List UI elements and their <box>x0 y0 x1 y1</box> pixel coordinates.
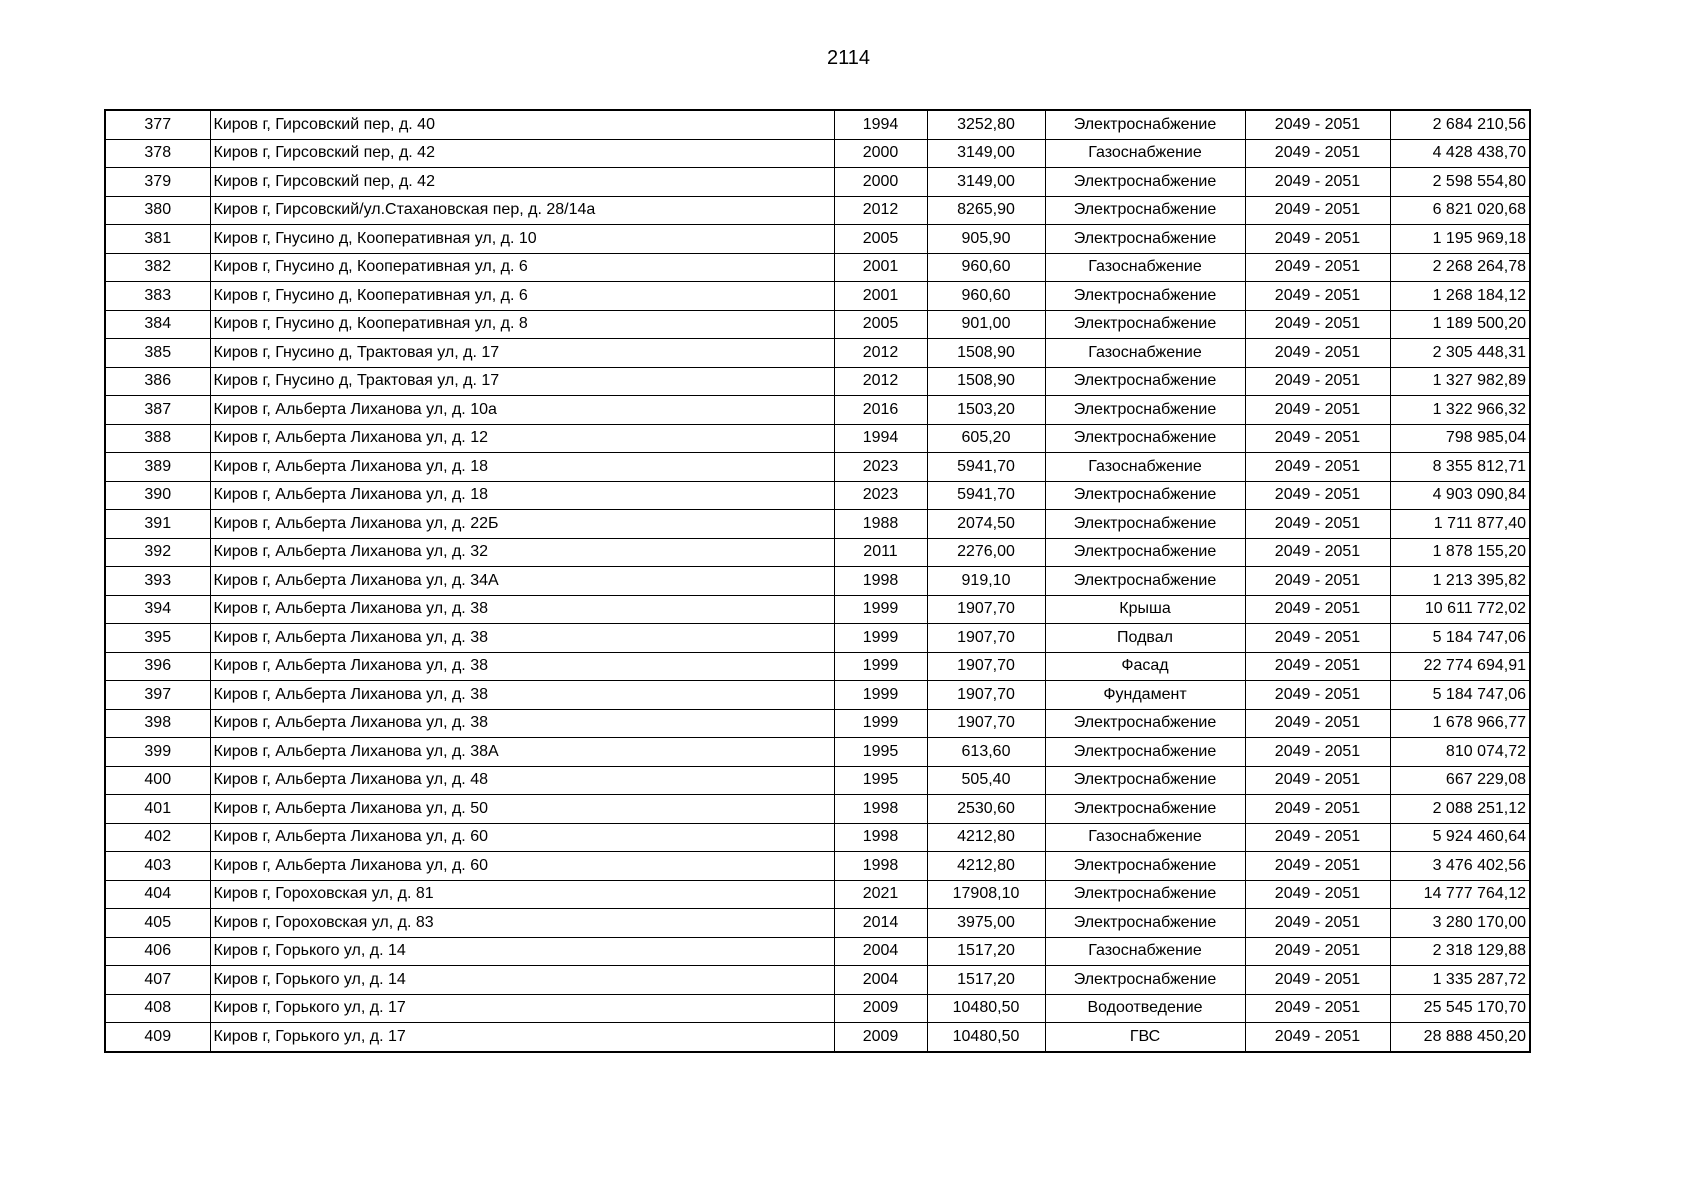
table-row <box>105 225 1530 254</box>
period-cell: 2049 - 2051 <box>1245 225 1390 254</box>
table-row <box>105 652 1530 681</box>
period-cell: 2049 - 2051 <box>1245 139 1390 168</box>
cost-cell: 2 088 251,12 <box>1390 795 1530 824</box>
row-number: 396 <box>105 652 210 681</box>
area-cell: 1907,70 <box>927 681 1045 710</box>
period-cell: 2049 - 2051 <box>1245 624 1390 653</box>
cost-cell: 8 355 812,71 <box>1390 453 1530 482</box>
row-number: 393 <box>105 567 210 596</box>
row-number: 391 <box>105 510 210 539</box>
row-number: 406 <box>105 937 210 966</box>
address-cell: Киров г, Горького ул, д. 17 <box>210 1023 834 1052</box>
period-cell: 2049 - 2051 <box>1245 168 1390 197</box>
cost-cell: 1 189 500,20 <box>1390 310 1530 339</box>
cost-cell: 5 924 460,64 <box>1390 823 1530 852</box>
table-row <box>105 168 1530 197</box>
build-year-cell: 1995 <box>834 738 927 767</box>
address-cell: Киров г, Альберта Лиханова ул, д. 60 <box>210 823 834 852</box>
period-cell: 2049 - 2051 <box>1245 453 1390 482</box>
period-cell: 2049 - 2051 <box>1245 595 1390 624</box>
build-year-cell: 2016 <box>834 396 927 425</box>
cost-cell: 14 777 764,12 <box>1390 880 1530 909</box>
address-cell: Киров г, Гирсовский пер, д. 42 <box>210 139 834 168</box>
address-cell: Киров г, Гирсовский пер, д. 40 <box>210 110 834 139</box>
build-year-cell: 2004 <box>834 966 927 995</box>
address-cell: Киров г, Гнусино д, Кооперативная ул, д. 10 <box>210 225 834 254</box>
address-cell: Киров г, Гнусино д, Кооперативная ул, д. 6 <box>210 282 834 311</box>
address-cell: Киров г, Альберта Лиханова ул, д. 38 <box>210 595 834 624</box>
build-year-cell: 2005 <box>834 310 927 339</box>
area-cell: 613,60 <box>927 738 1045 767</box>
table-row <box>105 510 1530 539</box>
build-year-cell: 1998 <box>834 823 927 852</box>
cost-cell: 25 545 170,70 <box>1390 994 1530 1023</box>
address-cell: Киров г, Альберта Лиханова ул, д. 10а <box>210 396 834 425</box>
period-cell: 2049 - 2051 <box>1245 367 1390 396</box>
work-type-cell: Электроснабжение <box>1045 567 1245 596</box>
work-type-cell: Электроснабжение <box>1045 738 1245 767</box>
row-number: 386 <box>105 367 210 396</box>
table-row <box>105 852 1530 881</box>
table-row <box>105 139 1530 168</box>
period-cell: 2049 - 2051 <box>1245 823 1390 852</box>
period-cell: 2049 - 2051 <box>1245 738 1390 767</box>
work-type-cell: Электроснабжение <box>1045 424 1245 453</box>
table-row <box>105 424 1530 453</box>
build-year-cell: 2012 <box>834 367 927 396</box>
address-cell: Киров г, Альберта Лиханова ул, д. 60 <box>210 852 834 881</box>
work-type-cell: Электроснабжение <box>1045 367 1245 396</box>
area-cell: 3149,00 <box>927 168 1045 197</box>
build-year-cell: 2001 <box>834 253 927 282</box>
address-cell: Киров г, Горького ул, д. 14 <box>210 937 834 966</box>
cost-cell: 22 774 694,91 <box>1390 652 1530 681</box>
row-number: 399 <box>105 738 210 767</box>
address-cell: Киров г, Альберта Лиханова ул, д. 32 <box>210 538 834 567</box>
build-year-cell: 2023 <box>834 481 927 510</box>
area-cell: 2074,50 <box>927 510 1045 539</box>
work-type-cell: Электроснабжение <box>1045 196 1245 225</box>
row-number: 378 <box>105 139 210 168</box>
address-cell: Киров г, Гнусино д, Трактовая ул, д. 17 <box>210 367 834 396</box>
build-year-cell: 2012 <box>834 196 927 225</box>
work-type-cell: Подвал <box>1045 624 1245 653</box>
build-year-cell: 2001 <box>834 282 927 311</box>
build-year-cell: 2005 <box>834 225 927 254</box>
build-year-cell: 2014 <box>834 909 927 938</box>
area-cell: 10480,50 <box>927 1023 1045 1052</box>
work-type-cell: Электроснабжение <box>1045 966 1245 995</box>
cost-cell: 1 335 287,72 <box>1390 966 1530 995</box>
page-number: 2114 <box>826 47 870 69</box>
build-year-cell: 1999 <box>834 624 927 653</box>
row-number: 379 <box>105 168 210 197</box>
build-year-cell: 1999 <box>834 709 927 738</box>
build-year-cell: 1995 <box>834 766 927 795</box>
row-number: 403 <box>105 852 210 881</box>
row-number: 387 <box>105 396 210 425</box>
area-cell: 8265,90 <box>927 196 1045 225</box>
cost-cell: 2 598 554,80 <box>1390 168 1530 197</box>
period-cell: 2049 - 2051 <box>1245 795 1390 824</box>
address-cell: Киров г, Гороховская ул, д. 81 <box>210 880 834 909</box>
table-row <box>105 1023 1530 1052</box>
cost-cell: 4 428 438,70 <box>1390 139 1530 168</box>
table-row <box>105 766 1530 795</box>
work-type-cell: Электроснабжение <box>1045 852 1245 881</box>
cost-cell: 798 985,04 <box>1390 424 1530 453</box>
period-cell: 2049 - 2051 <box>1245 966 1390 995</box>
work-type-cell: Фундамент <box>1045 681 1245 710</box>
cost-cell: 10 611 772,02 <box>1390 595 1530 624</box>
address-cell: Киров г, Альберта Лиханова ул, д. 48 <box>210 766 834 795</box>
address-cell: Киров г, Гнусино д, Трактовая ул, д. 17 <box>210 339 834 368</box>
row-number: 404 <box>105 880 210 909</box>
address-cell: Киров г, Горького ул, д. 17 <box>210 994 834 1023</box>
build-year-cell: 2000 <box>834 139 927 168</box>
table-body <box>105 110 1530 1052</box>
work-type-cell: ГВС <box>1045 1023 1245 1052</box>
table-row <box>105 538 1530 567</box>
cost-cell: 1 878 155,20 <box>1390 538 1530 567</box>
row-number: 395 <box>105 624 210 653</box>
work-type-cell: Крыша <box>1045 595 1245 624</box>
cost-cell: 1 213 395,82 <box>1390 567 1530 596</box>
period-cell: 2049 - 2051 <box>1245 310 1390 339</box>
address-cell: Киров г, Альберта Лиханова ул, д. 22Б <box>210 510 834 539</box>
address-cell: Киров г, Альберта Лиханова ул, д. 38 <box>210 652 834 681</box>
work-type-cell: Электроснабжение <box>1045 909 1245 938</box>
area-cell: 1508,90 <box>927 367 1045 396</box>
cost-cell: 5 184 747,06 <box>1390 624 1530 653</box>
period-cell: 2049 - 2051 <box>1245 709 1390 738</box>
build-year-cell: 1998 <box>834 567 927 596</box>
build-year-cell: 1999 <box>834 652 927 681</box>
row-number: 394 <box>105 595 210 624</box>
row-number: 401 <box>105 795 210 824</box>
table-row <box>105 994 1530 1023</box>
address-cell: Киров г, Альберта Лиханова ул, д. 12 <box>210 424 834 453</box>
work-type-cell: Фасад <box>1045 652 1245 681</box>
area-cell: 3149,00 <box>927 139 1045 168</box>
table-row <box>105 823 1530 852</box>
address-cell: Киров г, Альберта Лиханова ул, д. 18 <box>210 481 834 510</box>
period-cell: 2049 - 2051 <box>1245 937 1390 966</box>
row-number: 389 <box>105 453 210 482</box>
row-number: 409 <box>105 1023 210 1052</box>
address-cell: Киров г, Гороховская ул, д. 83 <box>210 909 834 938</box>
row-number: 408 <box>105 994 210 1023</box>
table-row <box>105 624 1530 653</box>
area-cell: 1907,70 <box>927 595 1045 624</box>
row-number: 383 <box>105 282 210 311</box>
period-cell: 2049 - 2051 <box>1245 880 1390 909</box>
area-cell: 2276,00 <box>927 538 1045 567</box>
area-cell: 919,10 <box>927 567 1045 596</box>
build-year-cell: 1998 <box>834 852 927 881</box>
cost-cell: 2 318 129,88 <box>1390 937 1530 966</box>
build-year-cell: 1998 <box>834 795 927 824</box>
address-cell: Киров г, Альберта Лиханова ул, д. 50 <box>210 795 834 824</box>
row-number: 400 <box>105 766 210 795</box>
area-cell: 1907,70 <box>927 709 1045 738</box>
area-cell: 1907,70 <box>927 624 1045 653</box>
table-row <box>105 481 1530 510</box>
period-cell: 2049 - 2051 <box>1245 396 1390 425</box>
area-cell: 960,60 <box>927 253 1045 282</box>
address-cell: Киров г, Альберта Лиханова ул, д. 18 <box>210 453 834 482</box>
row-number: 381 <box>105 225 210 254</box>
row-number: 382 <box>105 253 210 282</box>
period-cell: 2049 - 2051 <box>1245 652 1390 681</box>
period-cell: 2049 - 2051 <box>1245 510 1390 539</box>
work-type-cell: Электроснабжение <box>1045 110 1245 139</box>
build-year-cell: 1994 <box>834 424 927 453</box>
cost-cell: 1 327 982,89 <box>1390 367 1530 396</box>
table-row <box>105 339 1530 368</box>
build-year-cell: 2021 <box>834 880 927 909</box>
period-cell: 2049 - 2051 <box>1245 538 1390 567</box>
table-row <box>105 909 1530 938</box>
table-row <box>105 453 1530 482</box>
address-cell: Киров г, Гнусино д, Кооперативная ул, д. 6 <box>210 253 834 282</box>
cost-cell: 6 821 020,68 <box>1390 196 1530 225</box>
work-type-cell: Электроснабжение <box>1045 168 1245 197</box>
work-type-cell: Электроснабжение <box>1045 396 1245 425</box>
address-cell: Киров г, Горького ул, д. 14 <box>210 966 834 995</box>
build-year-cell: 2004 <box>834 937 927 966</box>
area-cell: 960,60 <box>927 282 1045 311</box>
row-number: 397 <box>105 681 210 710</box>
table-row <box>105 367 1530 396</box>
table-row <box>105 396 1530 425</box>
work-type-cell: Газоснабжение <box>1045 253 1245 282</box>
table-row <box>105 595 1530 624</box>
area-cell: 1508,90 <box>927 339 1045 368</box>
period-cell: 2049 - 2051 <box>1245 110 1390 139</box>
work-type-cell: Электроснабжение <box>1045 282 1245 311</box>
area-cell: 1517,20 <box>927 937 1045 966</box>
work-type-cell: Газоснабжение <box>1045 823 1245 852</box>
row-number: 398 <box>105 709 210 738</box>
table-row <box>105 253 1530 282</box>
table-row <box>105 795 1530 824</box>
row-number: 405 <box>105 909 210 938</box>
build-year-cell: 2011 <box>834 538 927 567</box>
table-row <box>105 937 1530 966</box>
row-number: 392 <box>105 538 210 567</box>
build-year-cell: 2009 <box>834 994 927 1023</box>
work-type-cell: Электроснабжение <box>1045 880 1245 909</box>
build-year-cell: 1988 <box>834 510 927 539</box>
address-cell: Киров г, Альберта Лиханова ул, д. 38 <box>210 709 834 738</box>
period-cell: 2049 - 2051 <box>1245 196 1390 225</box>
address-cell: Киров г, Альберта Лиханова ул, д. 38А <box>210 738 834 767</box>
area-cell: 5941,70 <box>927 481 1045 510</box>
table-row <box>105 310 1530 339</box>
work-type-cell: Электроснабжение <box>1045 795 1245 824</box>
build-year-cell: 2009 <box>834 1023 927 1052</box>
area-cell: 4212,80 <box>927 823 1045 852</box>
area-cell: 901,00 <box>927 310 1045 339</box>
row-number: 385 <box>105 339 210 368</box>
table-row <box>105 282 1530 311</box>
table-row <box>105 567 1530 596</box>
period-cell: 2049 - 2051 <box>1245 766 1390 795</box>
work-type-cell: Электроснабжение <box>1045 510 1245 539</box>
row-number: 388 <box>105 424 210 453</box>
period-cell: 2049 - 2051 <box>1245 994 1390 1023</box>
row-number: 380 <box>105 196 210 225</box>
area-cell: 5941,70 <box>927 453 1045 482</box>
cost-cell: 3 280 170,00 <box>1390 909 1530 938</box>
cost-cell: 2 684 210,56 <box>1390 110 1530 139</box>
cost-cell: 810 074,72 <box>1390 738 1530 767</box>
period-cell: 2049 - 2051 <box>1245 567 1390 596</box>
address-cell: Киров г, Альберта Лиханова ул, д. 38 <box>210 681 834 710</box>
area-cell: 505,40 <box>927 766 1045 795</box>
work-type-cell: Электроснабжение <box>1045 709 1245 738</box>
build-year-cell: 1999 <box>834 595 927 624</box>
cost-cell: 3 476 402,56 <box>1390 852 1530 881</box>
repair-schedule-table <box>104 109 1531 1053</box>
area-cell: 2530,60 <box>927 795 1045 824</box>
cost-cell: 1 711 877,40 <box>1390 510 1530 539</box>
table-row <box>105 110 1530 139</box>
work-type-cell: Газоснабжение <box>1045 937 1245 966</box>
work-type-cell: Газоснабжение <box>1045 139 1245 168</box>
area-cell: 1517,20 <box>927 966 1045 995</box>
cost-cell: 1 195 969,18 <box>1390 225 1530 254</box>
address-cell: Киров г, Гирсовский пер, д. 42 <box>210 168 834 197</box>
period-cell: 2049 - 2051 <box>1245 253 1390 282</box>
cost-cell: 1 322 966,32 <box>1390 396 1530 425</box>
work-type-cell: Электроснабжение <box>1045 538 1245 567</box>
period-cell: 2049 - 2051 <box>1245 481 1390 510</box>
table-row <box>105 196 1530 225</box>
address-cell: Киров г, Альберта Лиханова ул, д. 34А <box>210 567 834 596</box>
table-row <box>105 738 1530 767</box>
row-number: 377 <box>105 110 210 139</box>
build-year-cell: 2000 <box>834 168 927 197</box>
cost-cell: 2 268 264,78 <box>1390 253 1530 282</box>
work-type-cell: Газоснабжение <box>1045 453 1245 482</box>
area-cell: 17908,10 <box>927 880 1045 909</box>
address-cell: Киров г, Гнусино д, Кооперативная ул, д. 8 <box>210 310 834 339</box>
work-type-cell: Водоотведение <box>1045 994 1245 1023</box>
work-type-cell: Газоснабжение <box>1045 339 1245 368</box>
area-cell: 3252,80 <box>927 110 1045 139</box>
period-cell: 2049 - 2051 <box>1245 852 1390 881</box>
work-type-cell: Электроснабжение <box>1045 310 1245 339</box>
area-cell: 10480,50 <box>927 994 1045 1023</box>
area-cell: 1907,70 <box>927 652 1045 681</box>
work-type-cell: Электроснабжение <box>1045 481 1245 510</box>
area-cell: 905,90 <box>927 225 1045 254</box>
cost-cell: 28 888 450,20 <box>1390 1023 1530 1052</box>
area-cell: 1503,20 <box>927 396 1045 425</box>
cost-cell: 4 903 090,84 <box>1390 481 1530 510</box>
period-cell: 2049 - 2051 <box>1245 282 1390 311</box>
cost-cell: 1 678 966,77 <box>1390 709 1530 738</box>
cost-cell: 667 229,08 <box>1390 766 1530 795</box>
cost-cell: 2 305 448,31 <box>1390 339 1530 368</box>
build-year-cell: 2023 <box>834 453 927 482</box>
table-row <box>105 709 1530 738</box>
period-cell: 2049 - 2051 <box>1245 909 1390 938</box>
row-number: 390 <box>105 481 210 510</box>
area-cell: 3975,00 <box>927 909 1045 938</box>
address-cell: Киров г, Гирсовский/ул.Стахановская пер, д. 28/14а <box>210 196 834 225</box>
table-row <box>105 681 1530 710</box>
build-year-cell: 1994 <box>834 110 927 139</box>
period-cell: 2049 - 2051 <box>1245 339 1390 368</box>
table-row <box>105 966 1530 995</box>
row-number: 402 <box>105 823 210 852</box>
table-row <box>105 880 1530 909</box>
area-cell: 4212,80 <box>927 852 1045 881</box>
address-cell: Киров г, Альберта Лиханова ул, д. 38 <box>210 624 834 653</box>
row-number: 384 <box>105 310 210 339</box>
work-type-cell: Электроснабжение <box>1045 225 1245 254</box>
period-cell: 2049 - 2051 <box>1245 1023 1390 1052</box>
work-type-cell: Электроснабжение <box>1045 766 1245 795</box>
build-year-cell: 1999 <box>834 681 927 710</box>
cost-cell: 1 268 184,12 <box>1390 282 1530 311</box>
area-cell: 605,20 <box>927 424 1045 453</box>
period-cell: 2049 - 2051 <box>1245 681 1390 710</box>
build-year-cell: 2012 <box>834 339 927 368</box>
period-cell: 2049 - 2051 <box>1245 424 1390 453</box>
row-number: 407 <box>105 966 210 995</box>
cost-cell: 5 184 747,06 <box>1390 681 1530 710</box>
